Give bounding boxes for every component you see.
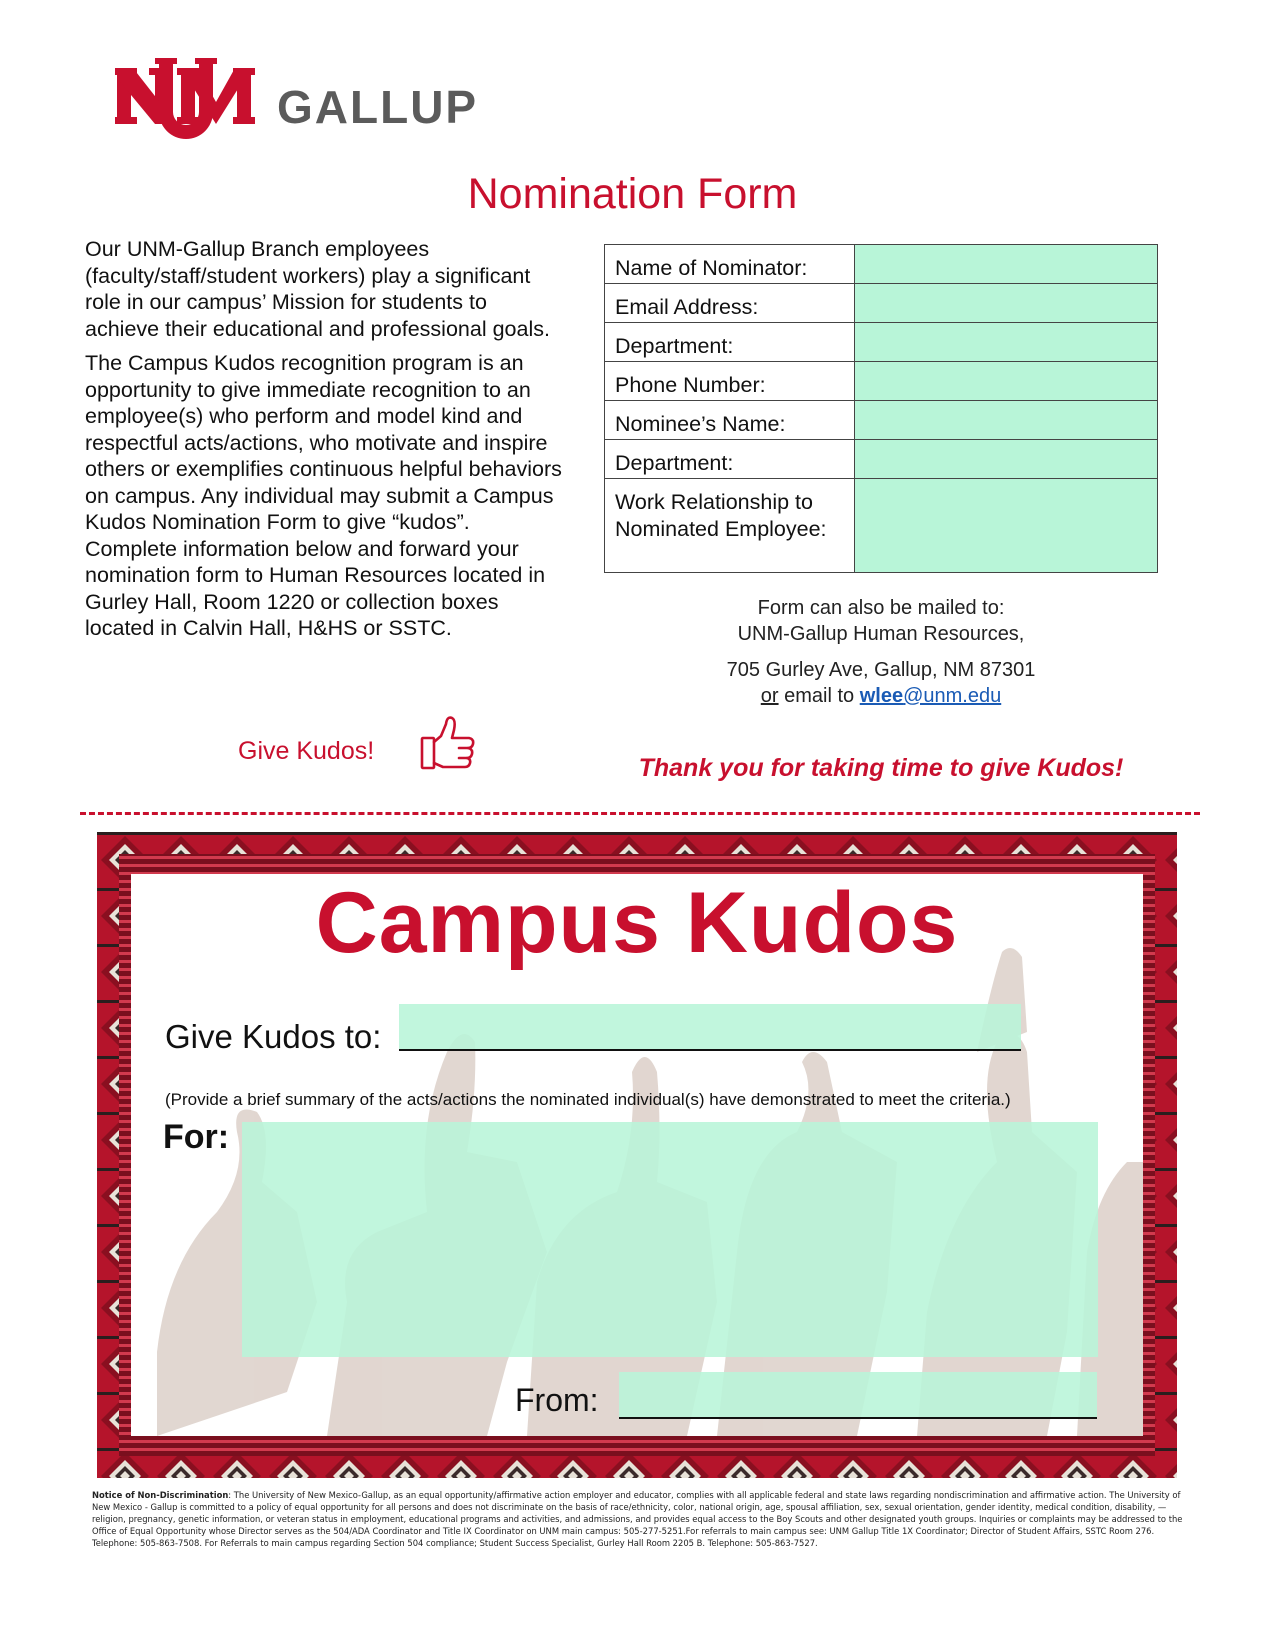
cut-line-divider (80, 812, 1200, 815)
nominator-department-field[interactable] (854, 323, 1157, 362)
certificate-title: Campus Kudos (315, 875, 959, 971)
or-text: or (760, 685, 779, 707)
email-domain: @unm.edu (903, 685, 1002, 707)
page-title: Nomination Form (467, 170, 798, 218)
mail-line-2: UNM-Gallup Human Resources, (737, 623, 1025, 645)
notice-heading: Notice of Non-Discrimination (92, 1490, 229, 1500)
unm-gallup-logo (115, 58, 495, 148)
email-address-label: Email Address: (605, 284, 855, 323)
table-row (605, 362, 1158, 401)
email-prefix: email to (778, 685, 860, 707)
nominator-name-field[interactable] (854, 245, 1157, 284)
nominee-name-label: Nominee’s Name: (605, 401, 855, 440)
intro-paragraph-2: The Campus Kudos recognition program is an opportunity to give immediate recognition to an employee(s) who perform and model kind and respectful acts/actions, who motivate and inspire others or exemplifies continuous helpful behaviors on campus. Any individual may submit a Campus Kudos Nomination Form to give “kudos”. Complete information below and forward your nomination form to Human Resources located in Gurley Hall, Room 1220 or collection boxes located in Calvin Hall, H&HS or SSTC. (85, 351, 562, 640)
intro-text (85, 236, 565, 650)
phone-number-field[interactable] (854, 362, 1157, 401)
non-discrimination-notice (92, 1489, 1192, 1549)
give-kudos-to-field[interactable] (399, 1004, 1021, 1051)
work-relationship-field[interactable] (854, 479, 1157, 573)
mail-line-1: Form can also be mailed to: (757, 597, 1005, 619)
table-row (605, 479, 1158, 573)
give-kudos-to-label: Give Kudos to: (165, 1018, 382, 1055)
nomination-table (604, 244, 1158, 573)
intro-paragraph-1: Our UNM-Gallup Branch employees (faculty/staff/student workers) play a significant role in our campus’ Mission for students to achieve their educational and professional goals. (85, 237, 550, 341)
for-summary-field[interactable] (242, 1122, 1098, 1357)
notice-body: : The University of New Mexico-Gallup, as an equal opportunity/affirmative action employer and educator, complies with all applicable federal and state laws regarding nondiscrimination and affirmative action. The University of New Mexico - Gallup is committed to a policy of equal opportunity for all persons and does not discriminate on the basis of race/ethnicity, color, national origin, age, spousal affiliation, sex, sexual orientation, gender identity, medical condition, disability, —religion, pregnancy, genetic information, or veteran status in employment, educational programs and activities, and admissions, and provides equal access to the Boy Scouts and other designated youth groups. Inquiries or complaints may be addressed to the Office of Equal Opportunity whose Director serves as the 504/ADA Coordinator and Title IX Coordinator on UNM main campus: 505-277-5251.For referrals to main campus see: UNM Gallup Title 1X Coordinator; Director of Student Affairs, SSTC Room 276. Telephone: 505-863-7508. For Referrals to main campus regarding Section 504 compliance; Student Success Specialist, Gurley Hall Room 2205 B. Telephone: 505-863-7527. (92, 1490, 1183, 1548)
email-link[interactable] (860, 685, 1002, 707)
table-row (605, 245, 1158, 284)
email-address-field[interactable] (854, 284, 1157, 323)
give-kudos-label: Give Kudos! (238, 737, 375, 765)
table-row (605, 284, 1158, 323)
table-row (605, 401, 1158, 440)
logo-text: GALLUP (277, 81, 479, 133)
table-row (605, 440, 1158, 479)
nominator-department-label: Department: (605, 323, 855, 362)
nominee-department-label: Department: (605, 440, 855, 479)
from-field[interactable] (619, 1372, 1097, 1419)
from-label: From: (515, 1382, 599, 1418)
kudos-certificate (97, 832, 1177, 1478)
summary-instructions: (Provide a brief summary of the acts/actions the nominated individual(s) have demonstrated to meet the criteria.) (165, 1090, 1011, 1109)
thank-you-text: Thank you for taking time to give Kudos! (638, 754, 1124, 782)
nominee-name-field[interactable] (854, 401, 1157, 440)
for-label: For: (163, 1118, 230, 1156)
nominee-department-field[interactable] (854, 440, 1157, 479)
work-relationship-label: Work Relationship to Nominated Employee: (605, 479, 855, 573)
thumbs-up-icon (419, 712, 477, 772)
email-line (604, 683, 1158, 709)
nominator-name-label: Name of Nominator: (605, 245, 855, 284)
unm-logo-icon (115, 58, 265, 150)
table-row (605, 323, 1158, 362)
email-user: wlee (859, 685, 904, 707)
mailing-info (604, 595, 1158, 709)
mail-line-3: 705 Gurley Ave, Gallup, NM 87301 (726, 659, 1036, 681)
phone-number-label: Phone Number: (605, 362, 855, 401)
